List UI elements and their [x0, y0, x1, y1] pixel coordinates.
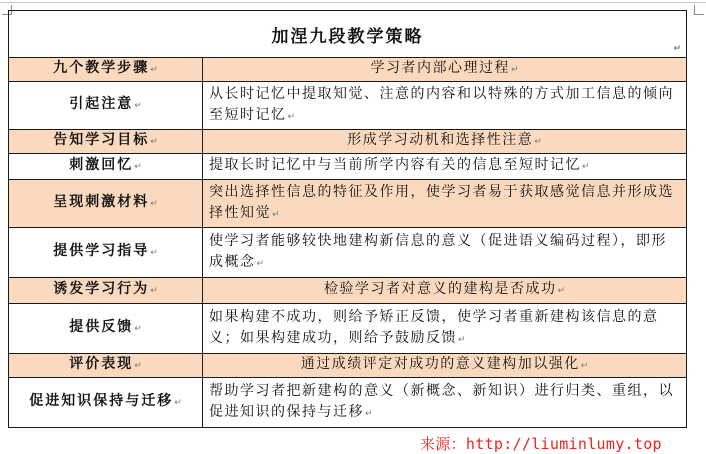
- step-label: 告知学习目标: [53, 132, 150, 148]
- paragraph-mark: ↵: [673, 44, 683, 54]
- strategy-table: [8, 10, 687, 428]
- page-corner-mark-right: [694, 5, 704, 15]
- step-cell: [9, 278, 203, 304]
- header-step-label: 九个教学步骤: [53, 60, 150, 76]
- paragraph-mark: ↵: [510, 65, 519, 75]
- table-row: [9, 130, 687, 154]
- step-label: 刺激回忆: [69, 157, 134, 173]
- step-cell: [9, 378, 203, 428]
- paragraph-mark: ↵: [365, 408, 373, 419]
- table-row: [9, 378, 687, 428]
- process-cell: [203, 378, 687, 428]
- step-cell: [9, 180, 203, 228]
- source-label: 来源：: [420, 435, 466, 453]
- header-row: [9, 58, 687, 82]
- process-text: 检验学习者对意义的建构是否成功: [323, 281, 557, 297]
- step-cell: [9, 130, 203, 154]
- table-title: 加涅九段教学策略: [271, 26, 424, 47]
- source-url-link[interactable]: http://liuminlumy.top: [465, 435, 662, 453]
- table-row: [9, 228, 687, 278]
- step-label: 呈现刺激材料: [53, 194, 150, 210]
- table-row: [9, 354, 687, 378]
- step-cell: [9, 354, 203, 378]
- header-cell-step: [9, 58, 203, 82]
- paragraph-mark: ↵: [272, 209, 280, 220]
- process-text: 提取长时记忆中与当前所学内容有关的信息至短时记忆: [209, 157, 581, 173]
- process-text: 如果构建不成功，则给予矫正反馈，使学习者重新建构该信息的意义；如果构建成功，则给予鼓励反馈: [209, 308, 659, 346]
- paragraph-mark: ↵: [134, 162, 142, 172]
- table-row: [9, 154, 687, 180]
- process-text: 突出选择性信息的特征及作用，使学习者易于获取感觉信息并形成选择性知觉: [209, 183, 674, 221]
- paragraph-mark: ↵: [174, 398, 182, 408]
- step-cell: [9, 304, 203, 354]
- step-label: 促进知识保持与迁移: [29, 393, 174, 409]
- paragraph-mark: ↵: [150, 199, 158, 209]
- paragraph-mark: ↵: [150, 248, 158, 258]
- paragraph-mark: ↵: [150, 286, 158, 296]
- process-cell: [203, 130, 687, 154]
- process-cell: [203, 82, 687, 130]
- paragraph-mark: ↵: [557, 286, 566, 296]
- process-cell: [203, 180, 687, 228]
- process-text: 从长时记忆中提取知觉、注意的内容和以特殊的方式加工信息的倾向至短时记忆: [209, 85, 674, 123]
- step-cell: [9, 154, 203, 180]
- step-label: 评价表现: [69, 356, 134, 372]
- paragraph-mark: ↵: [580, 361, 589, 371]
- paragraph-mark: ↵: [256, 258, 265, 269]
- paragraph-mark: ↵: [150, 137, 158, 147]
- paragraph-mark: ↵: [458, 334, 466, 345]
- paragraph-mark: ↵: [134, 324, 142, 334]
- paragraph-mark: ↵: [287, 111, 296, 122]
- process-cell: [203, 278, 687, 304]
- header-process-label: 学习者内部心理过程: [370, 60, 510, 76]
- process-cell: [203, 354, 687, 378]
- header-cell-process: [203, 58, 687, 82]
- step-cell: [9, 228, 203, 278]
- title-row: [9, 11, 687, 58]
- step-label: 诱发学习行为: [53, 281, 150, 297]
- paragraph-mark: ↵: [582, 162, 590, 172]
- paragraph-mark: ↵: [534, 137, 542, 147]
- process-cell: [203, 228, 687, 278]
- source-watermark: [420, 433, 662, 454]
- paragraph-mark: ↵: [150, 65, 158, 75]
- process-cell: [203, 154, 687, 180]
- paragraph-mark: ↵: [134, 101, 142, 111]
- step-label: 提供学习指导: [53, 243, 150, 259]
- table-row: [9, 278, 687, 304]
- step-label: 引起注意: [69, 96, 134, 112]
- table-row: [9, 82, 687, 130]
- table-row: [9, 304, 687, 354]
- table-title-cell: [9, 11, 687, 58]
- paragraph-mark: ↵: [134, 361, 142, 371]
- step-cell: [9, 82, 203, 130]
- table-row: [9, 180, 687, 228]
- process-text: 使学习者能够较快地建构新信息的意义（促进语义编码过程），即形成概念: [209, 232, 667, 270]
- page-top-rule: [0, 2, 706, 3]
- process-text: 帮助学习者把新建构的意义（新概念、新知识）进行归类、重组，以促进知识的保持与迁移: [209, 382, 674, 420]
- step-label: 提供反馈: [69, 319, 134, 335]
- process-text: 通过成绩评定对成功的意义建构加以强化: [300, 356, 580, 372]
- process-text: 形成学习动机和选择性注意: [347, 132, 534, 148]
- process-cell: [203, 304, 687, 354]
